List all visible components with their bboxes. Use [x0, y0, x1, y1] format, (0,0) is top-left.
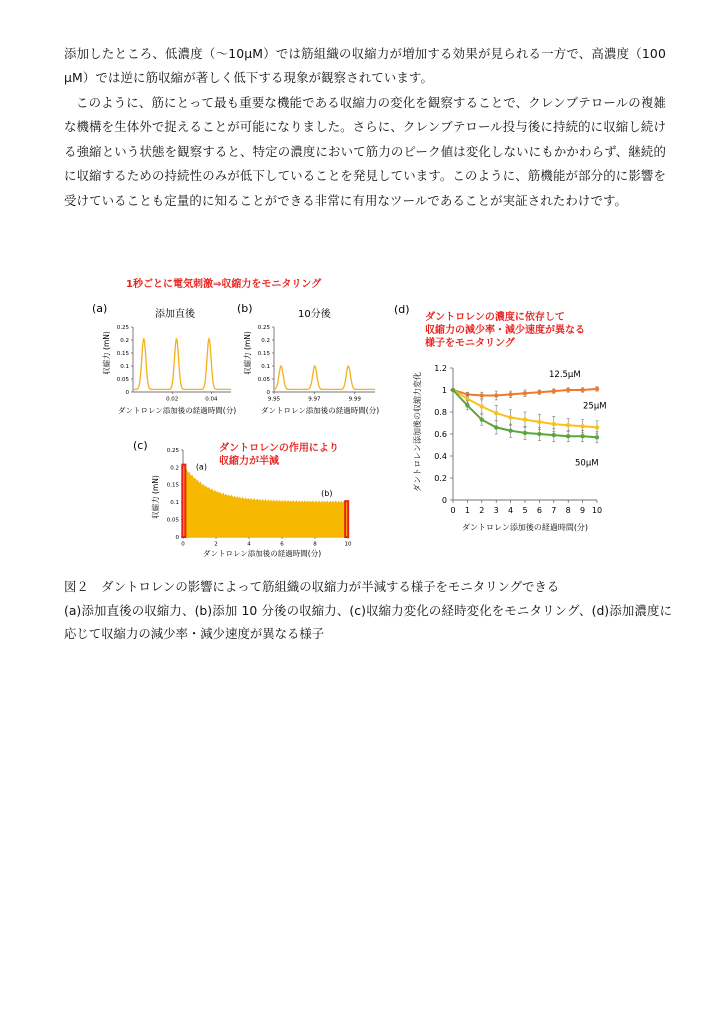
panel-d-xlabel: ダントロレン添加後の経過時間(分)	[461, 523, 589, 532]
panel-b-xlabel: ダントロレン添加後の経過時間(分)	[260, 406, 380, 415]
panel-c-x-tick-label: 0	[181, 541, 185, 548]
panel-c-marker-b-label: (b)	[321, 489, 333, 499]
panel-d-x-tick-label: 1	[464, 506, 470, 515]
panel-d-y-tick-label: 1	[441, 386, 447, 395]
panel-d-x-tick-label: 0	[450, 506, 456, 515]
panel-d-data-point	[566, 388, 570, 392]
panel-b	[237, 302, 379, 415]
panel-c-xlabel: ダントロレン添加後の経過時間(分)	[202, 549, 322, 558]
panel-d-x-tick-label: 6	[536, 506, 542, 515]
panel-d-series-label: 50μM	[575, 458, 599, 469]
panel-d-data-point	[480, 393, 484, 397]
body-paragraph-1: 添加したところ、低濃度（～10μM）では筋組織の収縮力が増加する効果が見られる一方で、高濃度（100 μM）では逆に筋収縮が著しく低下する現象が観察されています。	[64, 46, 666, 86]
panel-a-y-tick-label: 0.25	[116, 324, 129, 331]
panel-c-x-tick-label: 4	[247, 541, 251, 548]
panel-a-y-tick-label: 0.15	[116, 350, 129, 357]
panel-b-y-tick-label: 0.25	[257, 324, 270, 331]
panel-c-area	[183, 466, 348, 537]
panel-a-y-tick-label: 0	[125, 389, 129, 396]
panel-d-data-point	[552, 389, 556, 393]
panel-d-y-tick-label: 0.2	[434, 474, 447, 483]
panel-b-x-tick-label: 9.99	[348, 396, 361, 403]
panel-d	[394, 303, 607, 532]
panel-d-y-tick-label: 0.6	[434, 430, 447, 439]
panel-a-y-tick-label: 0.05	[116, 376, 129, 383]
panel-d-series-0	[451, 370, 599, 400]
panel-label-c: (c)	[133, 439, 148, 452]
panel-c-x-tick-label: 8	[313, 541, 317, 548]
panel-b-y-tick-label: 0.05	[257, 376, 270, 383]
panel-c-x-tick-label: 6	[280, 541, 284, 548]
panel-a-y-tick-label: 0.2	[120, 337, 129, 344]
panel-d-x-tick-label: 4	[508, 506, 514, 515]
figure-caption-body: (a)添加直後の収縮力、(b)添加 10 分後の収縮力、(c)収縮力変化の経時変化をモニタリング、(d)添加濃度に応じて収縮力の減少率・減少速度が異なる様子	[64, 603, 672, 641]
panel-c-marker-a-label: (a)	[195, 462, 207, 472]
panel-b-x-tick-label: 9.97	[308, 396, 321, 403]
panel-label-d: (d)	[394, 303, 410, 316]
panel-d-ylabel: ダントロレン添加後の収縮力変化	[413, 372, 422, 492]
panel-c-x-tick-label: 10	[344, 541, 352, 548]
panel-d-data-point	[480, 404, 484, 408]
panel-d-y-tick-label: 0	[441, 496, 447, 505]
panel-d-x-tick-label: 8	[565, 506, 571, 515]
panel-d-data-point	[465, 403, 469, 407]
panel-a-x-tick-label: 0.02	[166, 396, 179, 403]
panel-b-title: 10分後	[298, 309, 331, 320]
panel-d-data-point	[537, 390, 541, 394]
panel-d-data-point	[552, 422, 556, 426]
panel-d-data-point	[508, 392, 512, 396]
panel-d-data-point	[537, 432, 541, 436]
panel-d-x-tick-label: 2	[479, 506, 485, 515]
panel-c-y-tick-label: 0.1	[170, 500, 179, 507]
panel-d-annotation-line1: ダントロレンの濃度に依存して	[425, 312, 565, 323]
panel-label-b: (b)	[237, 302, 253, 315]
panel-c-annotation-line2: 収縮力が半減	[219, 456, 279, 467]
panel-a-title: 添加直後	[155, 309, 195, 320]
panel-c-y-tick-label: 0.05	[166, 517, 179, 524]
panel-d-data-point	[580, 434, 584, 438]
panel-c-x-tick-label: 2	[214, 541, 218, 548]
panel-d-data-point	[523, 391, 527, 395]
panel-d-data-point	[508, 415, 512, 419]
panel-c-annotation-line1: ダントロレンの作用により	[219, 443, 339, 454]
panel-b-y-tick-label: 0.15	[257, 350, 270, 357]
panel-d-data-point	[494, 425, 498, 429]
panel-a-x-tick-label: 0.04	[205, 396, 218, 403]
panel-a-xlabel: ダントロレン添加後の経過時間(分)	[117, 406, 237, 415]
body-paragraph-2: このように、筋にとって最も重要な機能である収縮力の変化を観察することで、クレンブテロールの複雑な機構を生体外で捉えることが可能になりました。さらに、クレンブテロール投与後に持続的に収縮し続ける強縮という状態を観察すると、特定の濃度において筋力のピーク値は変化しないにもかかわらず、継続的に収縮するための持続性のみが低下していることを発見しています。このように、筋機能が部分的に影響を受けていることも定量的に知ることができる非常に有用なツールであることが実証されたわけです。	[64, 95, 666, 208]
panel-d-series-label: 12.5μM	[549, 369, 581, 380]
panel-d-series-2	[451, 388, 599, 469]
panel-d-data-point	[480, 418, 484, 422]
panel-d-annotation-line2: 収縮力の減少率・減少速度が異なる	[425, 325, 585, 336]
panel-b-y-tick-label: 0.1	[261, 363, 270, 370]
panel-c-ylabel: 収縮力 (mN)	[151, 475, 160, 519]
panel-d-data-point	[595, 435, 599, 439]
panel-a	[92, 302, 236, 415]
panel-d-data-point	[595, 425, 599, 429]
panel-d-x-tick-label: 7	[551, 506, 557, 515]
panel-c-y-tick-label: 0.15	[166, 482, 179, 489]
panel-d-y-tick-label: 1.2	[434, 364, 447, 373]
panel-b-y-tick-label: 0	[266, 389, 270, 396]
panel-d-data-point	[494, 411, 498, 415]
figure-annotation-stimulation: 1秒ごとに電気刺激⇒収縮力をモニタリング	[126, 279, 322, 290]
panel-c-y-tick-label: 0.25	[166, 447, 179, 454]
panel-d-annotation-line3: 様子をモニタリング	[425, 338, 515, 349]
panel-d-data-point	[566, 423, 570, 427]
panel-b-x-tick-label: 9.95	[267, 396, 281, 403]
panel-d-y-tick-label: 0.8	[434, 408, 447, 417]
panel-d-data-point	[523, 431, 527, 435]
panel-d-y-tick-label: 0.4	[434, 452, 447, 461]
panel-c-y-tick-label: 0.2	[170, 465, 179, 472]
panel-d-data-point	[566, 434, 570, 438]
panel-d-data-point	[465, 397, 469, 401]
panel-d-data-point	[523, 418, 527, 422]
panel-a-trace	[133, 339, 231, 390]
panel-b-ylabel: 収縮力 (mN)	[243, 331, 252, 375]
panel-d-x-tick-label: 10	[591, 506, 603, 515]
panel-c	[133, 439, 352, 558]
panel-b-trace	[274, 366, 375, 389]
panel-d-x-tick-label: 5	[522, 506, 528, 515]
panel-b-y-tick-label: 0.2	[261, 337, 270, 344]
figure-caption-title: 図２ ダントロレンの影響によって筋組織の収縮力が半減する様子をモニタリングできる	[64, 579, 560, 594]
panel-a-ylabel: 収縮力 (mN)	[102, 331, 111, 375]
panel-d-data-point	[580, 424, 584, 428]
panel-d-data-point	[580, 388, 584, 392]
panel-d-data-point	[552, 433, 556, 437]
panel-d-data-point	[508, 429, 512, 433]
panel-c-y-tick-label: 0	[175, 534, 179, 541]
panel-d-data-point	[595, 387, 599, 391]
panel-d-x-tick-label: 9	[580, 506, 586, 515]
panel-label-a: (a)	[92, 302, 108, 315]
panel-d-data-point	[451, 388, 455, 392]
panel-d-data-point	[537, 420, 541, 424]
panel-d-data-point	[494, 393, 498, 397]
panel-d-series-label: 25μM	[583, 401, 607, 412]
panel-d-x-tick-label: 3	[493, 506, 499, 515]
panel-a-y-tick-label: 0.1	[120, 363, 129, 370]
